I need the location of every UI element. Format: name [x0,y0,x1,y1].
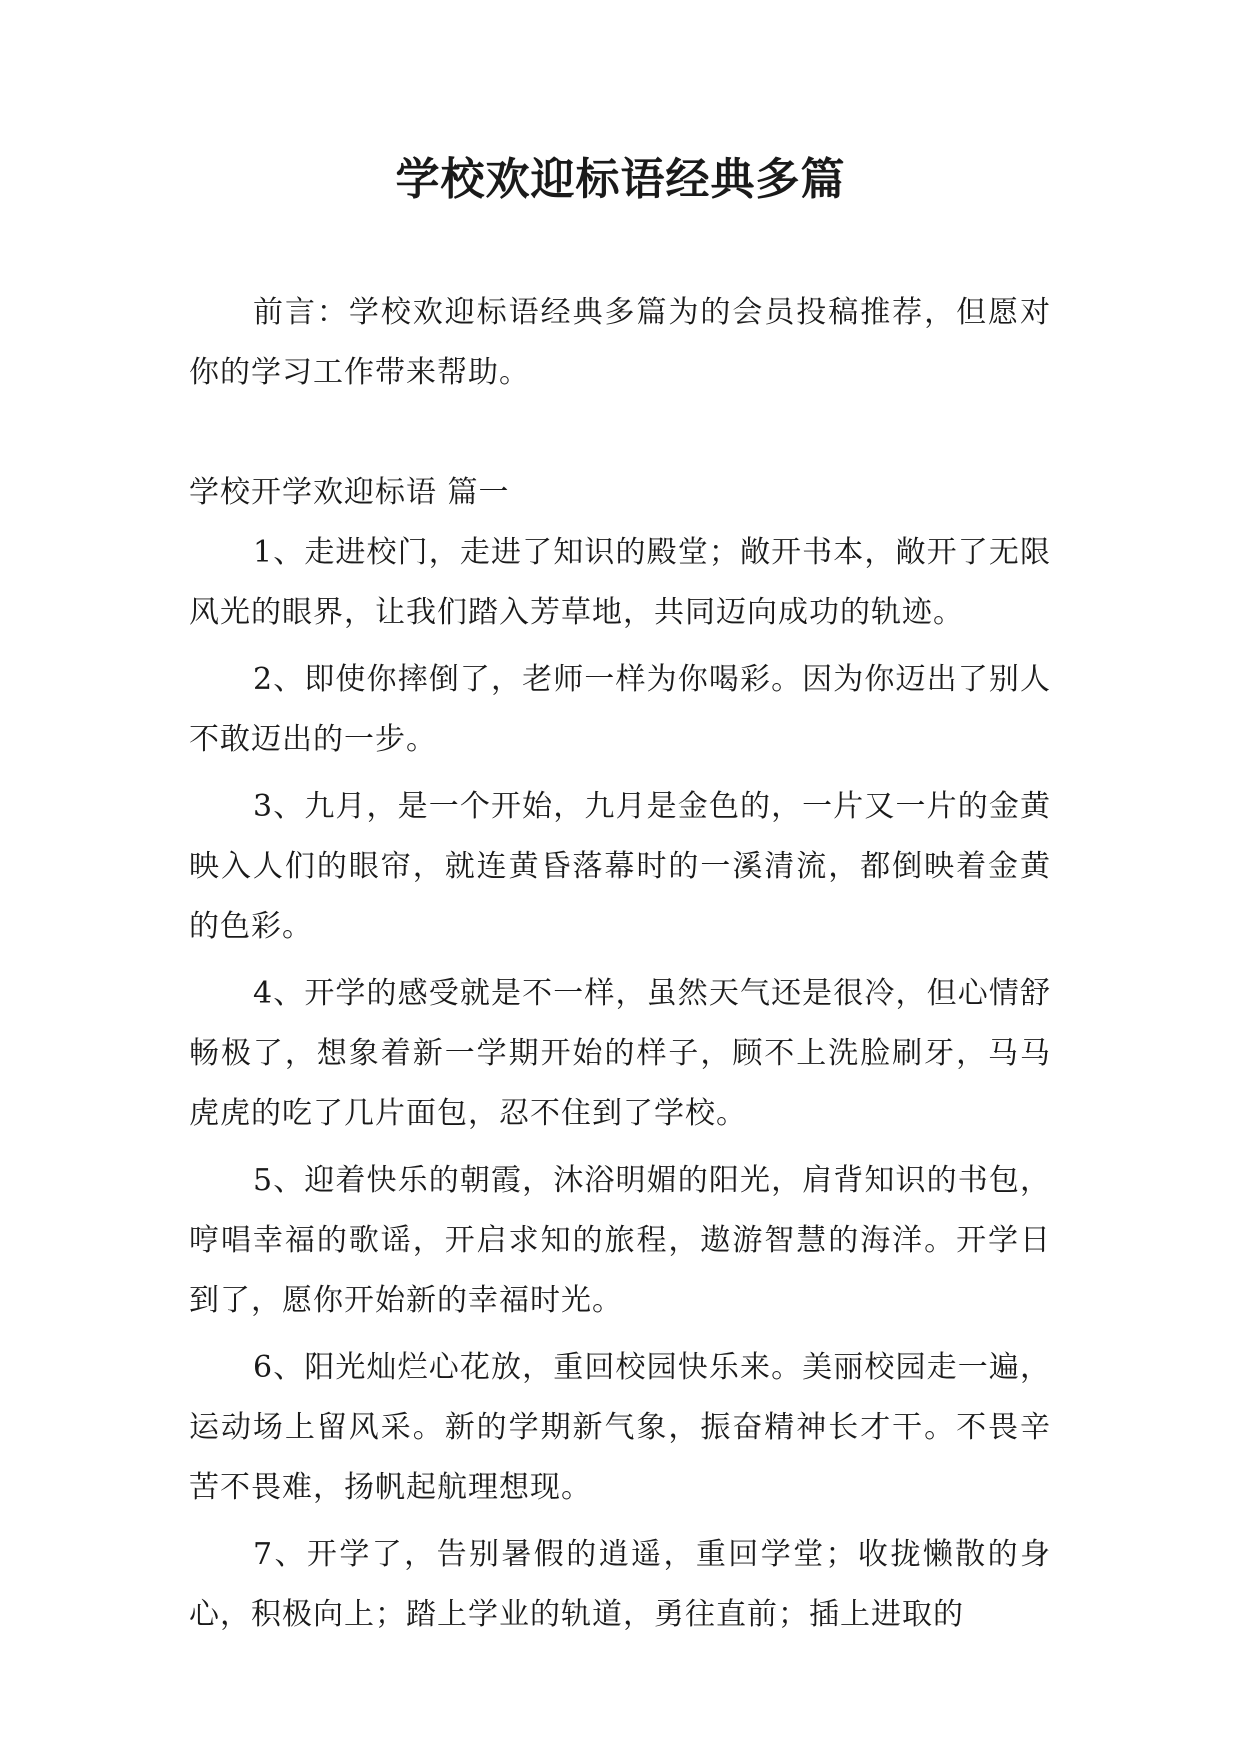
section-heading: 学校开学欢迎标语 篇一 [189,475,510,510]
slogan-item-7: 7、开学了，告别暑假的逍遥，重回学堂；收拢懒散的身心，积极向上；踏上学业的轨道，勇往直前；插上进取的 [189,1537,1051,1632]
slogan-item-6: 6、阳光灿烂心花放，重回校园快乐来。美丽校园走一遍，运动场上留风采。新的学期新气象，振奋精神长才干。不畏辛苦不畏难，扬帆起航理想现。 [189,1350,1051,1505]
preface-paragraph: 前言：学校欢迎标语经典多篇为的会员投稿推荐，但愿对你的学习工作带来帮助。 [189,295,1051,390]
slogan-item-2: 2、即使你摔倒了，老师一样为你喝彩。因为你迈出了别人不敢迈出的一步。 [189,662,1051,757]
document-body [189,283,1051,1645]
slogan-item-3: 3、九月，是一个开始，九月是金色的，一片又一片的金黄映入人们的眼帘，就连黄昏落幕时的一溪清流，都倒映着金黄的色彩。 [189,789,1051,944]
slogan-item-5: 5、迎着快乐的朝霞，沐浴明媚的阳光，肩背知识的书包，哼唱幸福的歌谣，开启求知的旅程，遨游智慧的海洋。开学日到了，愿你开始新的幸福时光。 [189,1163,1051,1318]
slogan-item-4: 4、开学的感受就是不一样，虽然天气还是很冷，但心情舒畅极了，想象着新一学期开始的样子，顾不上洗脸刷牙，马马虎虎的吃了几片面包，忍不住到了学校。 [189,976,1051,1131]
document-title: 学校欢迎标语经典多篇 [395,154,846,205]
slogan-item-1: 1、走进校门，走进了知识的殿堂；敞开书本，敞开了无限风光的眼界，让我们踏入芳草地，共同迈向成功的轨迹。 [189,535,1051,630]
